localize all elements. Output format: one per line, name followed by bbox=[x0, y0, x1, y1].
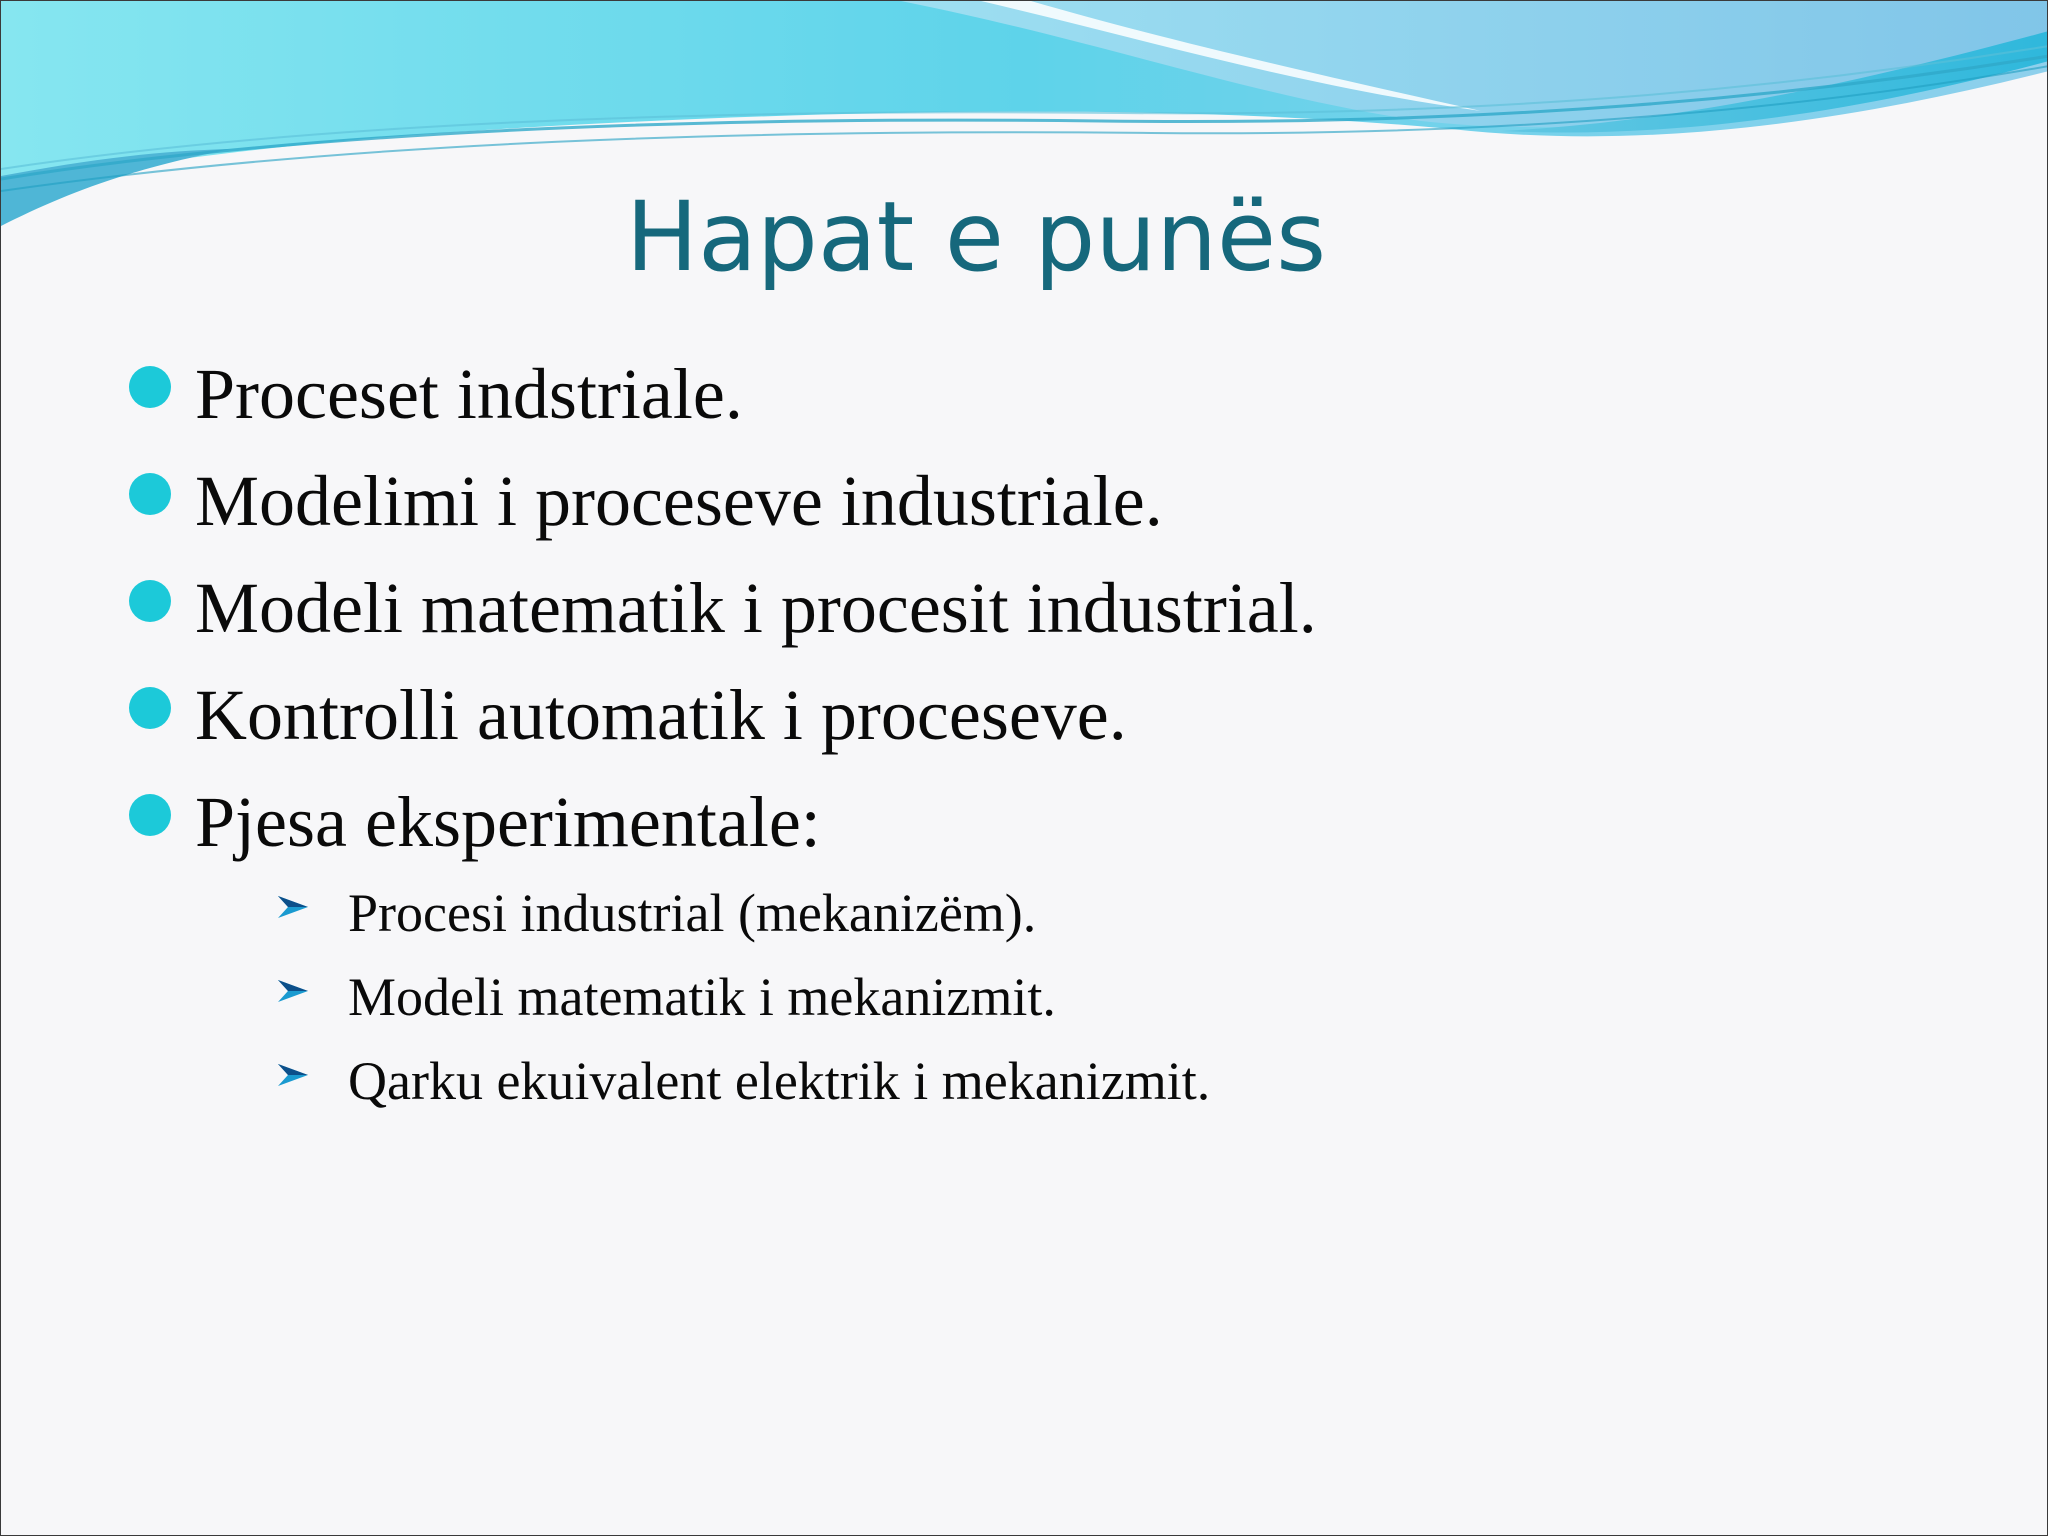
bullet-item bbox=[129, 448, 1163, 555]
bullet-list bbox=[1, 1, 2048, 1536]
circle-bullet-icon bbox=[129, 366, 171, 408]
sub-bullet-text: Qarku ekuivalent elektrik i mekanizmit. bbox=[348, 1051, 1211, 1111]
bullet-text: Kontrolli automatik i proceseve. bbox=[195, 675, 1127, 755]
bullet-text: Modeli matematik i procesit industrial. bbox=[195, 568, 1317, 648]
slide-title: Hapat e punës bbox=[625, 181, 1327, 293]
circle-bullet-icon bbox=[129, 687, 171, 729]
sub-bullet-text: Modeli matematik i mekanizmit. bbox=[348, 967, 1056, 1027]
bullet-text: Modelimi i proceseve industriale. bbox=[195, 461, 1163, 541]
circle-bullet-icon bbox=[129, 794, 171, 836]
bullet-item bbox=[129, 769, 821, 876]
sub-bullet-text: Procesi industrial (mekanizëm). bbox=[348, 883, 1037, 943]
sub-bullet-item bbox=[274, 1039, 1210, 1123]
sub-bullet-item bbox=[274, 955, 1056, 1039]
sub-bullet-item bbox=[274, 871, 1036, 955]
bullet-item bbox=[129, 555, 1317, 662]
bullet-text: Pjesa eksperimentale: bbox=[195, 782, 821, 862]
arrowhead-bullet-icon bbox=[274, 1060, 314, 1090]
arrowhead-bullet-icon bbox=[274, 976, 314, 1006]
arrowhead-bullet-icon bbox=[274, 892, 314, 922]
circle-bullet-icon bbox=[129, 473, 171, 515]
bullet-text: Proceset indstriale. bbox=[195, 354, 743, 434]
bullet-item bbox=[129, 341, 743, 448]
circle-bullet-icon bbox=[129, 580, 171, 622]
bullet-item bbox=[129, 662, 1127, 769]
